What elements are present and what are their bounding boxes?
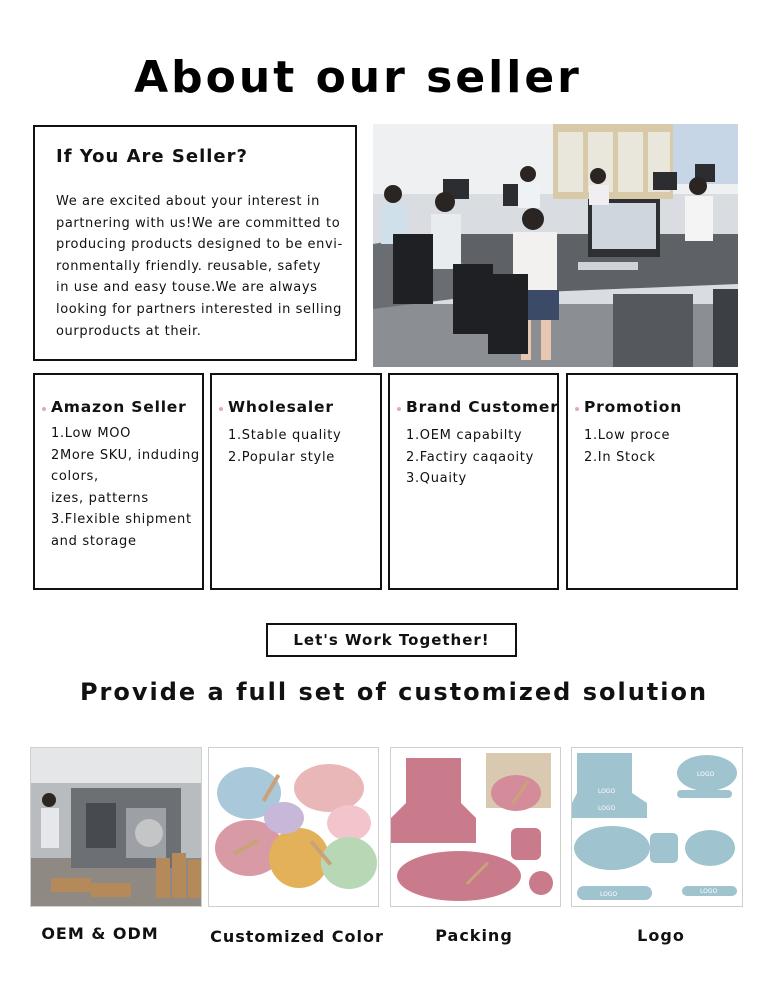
list-item: 2.In Stock: [584, 449, 656, 465]
bullet-dot: [575, 407, 579, 411]
bullet-dot: [397, 407, 401, 411]
packing-photo: [390, 747, 561, 907]
list-item: 1.OEM capabilty: [406, 428, 523, 443]
card-promotion: [566, 373, 738, 590]
office-photo: [373, 124, 738, 367]
lets-work-together-button[interactable]: Let's Work Together!: [266, 623, 517, 657]
caption-oem-odm: OEM & ODM: [41, 924, 159, 943]
logo-mark-text: LOGO: [598, 788, 616, 795]
list-item: and storage: [51, 533, 137, 549]
list-item: 1.Stable quality: [228, 428, 342, 443]
caption-packing: Packing: [435, 926, 513, 945]
logo-photo: [571, 747, 743, 907]
seller-intro-box: [33, 125, 357, 361]
list-item: colors,: [51, 469, 99, 485]
card-amazon-seller: [33, 373, 204, 590]
bullet-dot: [219, 407, 223, 411]
list-item: 3.Flexible shipment: [51, 512, 192, 528]
card-wholesaler: [210, 373, 382, 590]
logo-mark-text: LOGO: [600, 891, 618, 898]
card-title: Wholesaler: [228, 398, 334, 416]
seller-heading: If You Are Seller?: [56, 146, 248, 167]
card-list: [51, 423, 200, 553]
card-title: Brand Customer: [406, 398, 559, 416]
list-item: 2.Popular style: [228, 449, 335, 465]
list-item: izes, patterns: [51, 490, 149, 506]
card-title: Promotion: [584, 398, 683, 416]
logo-mark-text: LOGO: [598, 805, 616, 812]
card-brand-customer: [388, 373, 559, 590]
caption-logo: Logo: [637, 926, 685, 945]
card-list: [584, 425, 670, 468]
customized-color-photo: [208, 747, 379, 907]
card-list: [228, 425, 341, 468]
oem-odm-photo: [30, 747, 202, 907]
seller-body-text: We are excited about your interest in partnering with us!We are committed to producing products designed to be envi- ronmentally friendly. reusable, safety in use and easy touse.We are always looking for partners interested in selling ourproducts at their.: [56, 194, 343, 339]
logo-mark-text: LOGO: [697, 771, 715, 778]
list-item: 3.Quaity: [406, 471, 467, 487]
list-item: 1.Low proce: [584, 428, 671, 443]
list-item: 2More SKU, induding: [51, 447, 200, 463]
list-item: 2.Factiry caqaoity: [406, 449, 534, 465]
bullet-dot: [42, 407, 46, 411]
card-list: [406, 425, 534, 490]
card-title: Amazon Seller: [51, 398, 187, 416]
solutions-title: Provide a full set of customized solution: [79, 678, 709, 706]
logo-mark-text: LOGO: [700, 888, 718, 895]
page-title: About our seller: [134, 52, 582, 103]
list-item: 1.Low MOO: [51, 426, 132, 441]
caption-customized-color: Customized Color: [210, 927, 384, 946]
